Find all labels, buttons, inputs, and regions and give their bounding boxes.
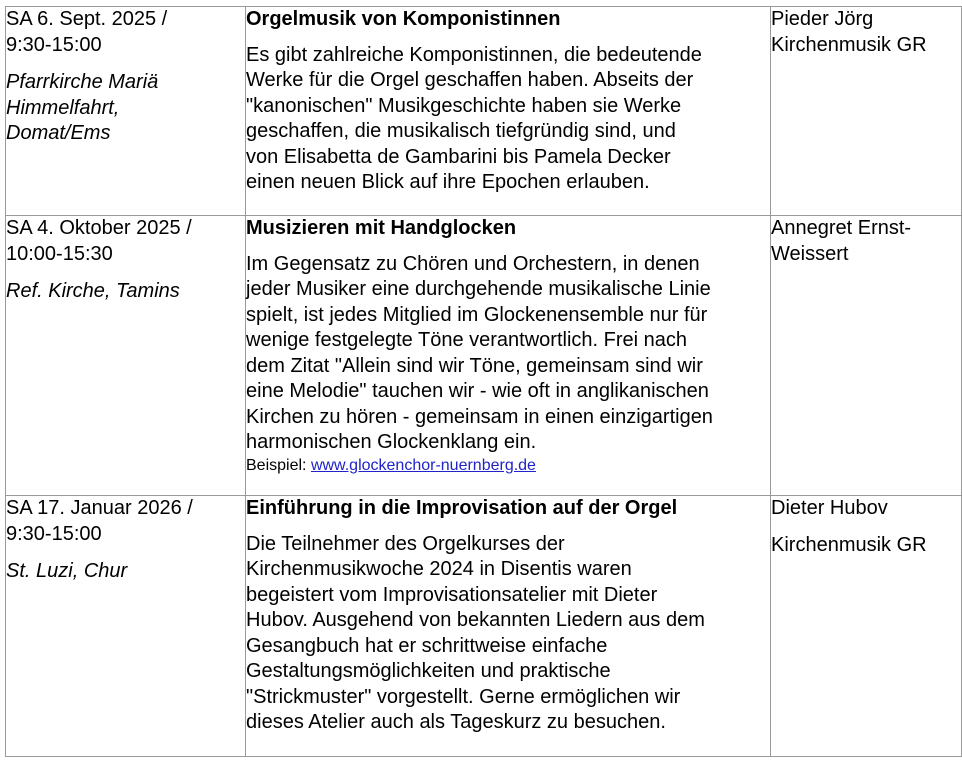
table-row (6, 496, 962, 757)
table-row (6, 216, 962, 496)
description-cell (246, 216, 771, 496)
course-schedule-table (5, 6, 962, 757)
leader-org: Kirchenmusik GR (771, 533, 927, 556)
event-title: Musizieren mit Handglocken (246, 217, 517, 239)
leader-org: Kirchenmusik GR (771, 33, 927, 56)
leader-name: Pieder Jörg (771, 8, 874, 30)
example-line (246, 456, 770, 476)
event-location: Ref. Kirche, Tamins (6, 280, 180, 302)
event-time: 9:30-15:00 (6, 522, 102, 545)
event-location: St. Luzi, Chur (6, 560, 128, 582)
example-link[interactable]: www.glockenchor-nuernberg.de (310, 456, 536, 474)
description-cell (246, 496, 771, 757)
event-location: Pfarrkirche Mariä Himmelfahrt, Domat/Ems (6, 71, 159, 144)
event-date: SA 4. Oktober 2025 / (6, 217, 192, 239)
date-cell (6, 216, 246, 496)
event-date: SA 17. Januar 2026 / (6, 497, 193, 519)
date-cell (6, 496, 246, 757)
event-description: Die Teilnehmer des Orgelkurses der Kirchenmusikwoche 2024 in Disentis waren begeistert vom Improvisationsatelier mit Dieter Hubov. Ausgehend von bekannten Liedern aus dem Gesangbuch hat er schrittweise einfache Gestaltungsmöglichkeiten und praktische "Strickmuster" vorgestellt. Gerne ermöglichen wir dieses Atelier auch als Tageskurz zu besuchen. (246, 532, 705, 733)
event-description: Im Gegensatz zu Chören und Orchestern, in denen jeder Musiker eine durchgehende musikalische Linie spielt, ist jedes Mitglied im Glockenensemble nur für wenige festgelegte Töne verantwortlich. Frei nach dem Zitat "Allein sind wir Töne, gemeinsam sind wir eine Melodie" tauchen wir - wie oft in anglikanischen Kirchen zu hören - gemeinsam in einen einzigartigen harmonischen Glockenklang ein. (246, 252, 713, 453)
event-description: Es gibt zahlreiche Komponistinnen, die bedeutende Werke für die Orgel geschaffen haben. Abseits der "kanonischen" Musikgeschichte haben sie Werke geschaffen, die musikalisch tiefgründig sind, und von Elisabetta de Gambarini bis Pamela Decker einen neuen Blick auf ihre Epochen erlauben. (246, 43, 702, 193)
leader-name-cont: Weissert (771, 242, 849, 265)
leader-name: Annegret Ernst- (771, 217, 912, 239)
example-label: Beispiel: (246, 456, 307, 474)
date-cell (6, 7, 246, 216)
event-time: 10:00-15:30 (6, 242, 113, 265)
leader-name: Dieter Hubov (771, 497, 888, 519)
leader-cell (771, 496, 962, 757)
event-time: 9:30-15:00 (6, 33, 102, 56)
event-title: Einführung in die Improvisation auf der Orgel (246, 497, 678, 519)
leader-cell (771, 216, 962, 496)
event-date: SA 6. Sept. 2025 / (6, 8, 168, 30)
table-row (6, 7, 962, 216)
description-cell (246, 7, 771, 216)
leader-cell (771, 7, 962, 216)
event-title: Orgelmusik von Komponistinnen (246, 8, 561, 30)
